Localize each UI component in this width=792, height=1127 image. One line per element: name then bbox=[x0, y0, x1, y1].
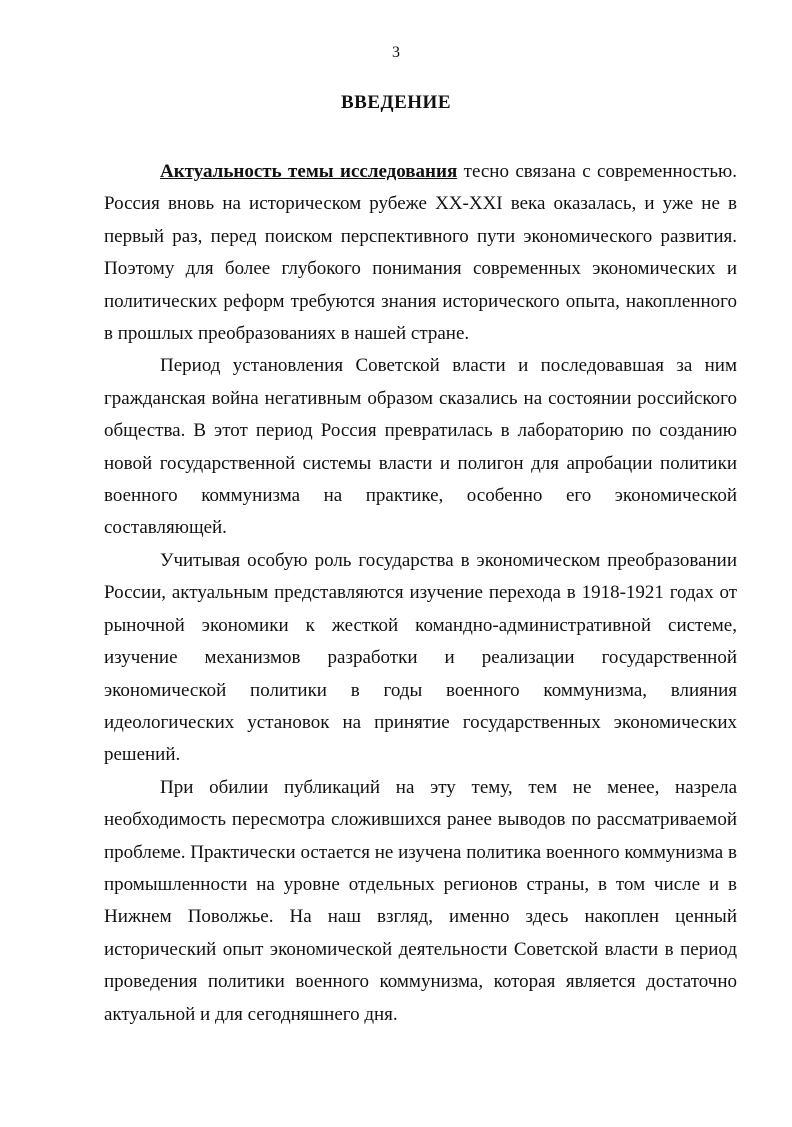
page-number: 3 bbox=[392, 44, 400, 61]
paragraph-lead: Актуальность темы исследования bbox=[160, 161, 458, 182]
paragraph-publications bbox=[104, 772, 737, 1031]
paragraph-relevance bbox=[104, 156, 737, 350]
page-title: ВВЕДЕНИЕ bbox=[341, 92, 451, 113]
paragraph-text: тесно связана с современностью. Россия вновь на историческом рубеже XX-XXI века оказалась, и уже не в первый раз, перед поиском перспективного пути экономического развития. Поэтому для более глубокого понимания современных экономических и политических реформ требуются знания исторического опыта, накопленного в прошлых преобразованиях в нашей стране. bbox=[104, 161, 738, 345]
document-body bbox=[104, 156, 737, 1031]
paragraph-state-role bbox=[104, 545, 737, 772]
paragraph-text: Учитывая особую роль государства в экономическом преобразовании России, актуальным представляются изучение перехода в 1918-1921 годах от рыночной экономики к жесткой командно-административной системе, изучение механизмов разработки и реализации государственной экономической политики в годы военного коммунизма, влияния идеологических установок на принятие государственных экономических решений. bbox=[104, 549, 737, 766]
paragraph-text: При обилии публикаций на эту тему, тем не менее, назрела необходимость пересмотра сложившихся ранее выводов по рассматриваемой проблеме. Практически остается не изучена политика военного коммунизма в промышленности на уровне отдельных регионов страны, в том числе и в Нижнем Поволжье. На наш взгляд, именно здесь накоплен ценный исторический опыт экономической деятельности Советской власти в период проведения политики военного коммунизма, которая является достаточно актуальной и для сегодняшнего дня. bbox=[104, 776, 737, 1025]
paragraph-text: Период установления Советской власти и последовавшая за ним гражданская война негативным образом сказались на состоянии российского общества. В этот период Россия превратилась в лабораторию по созданию новой государственной системы власти и полигон для апробации политики военного коммунизма на практике, особенно его экономической составляющей. bbox=[104, 355, 737, 539]
paragraph-soviet-period bbox=[104, 350, 737, 544]
